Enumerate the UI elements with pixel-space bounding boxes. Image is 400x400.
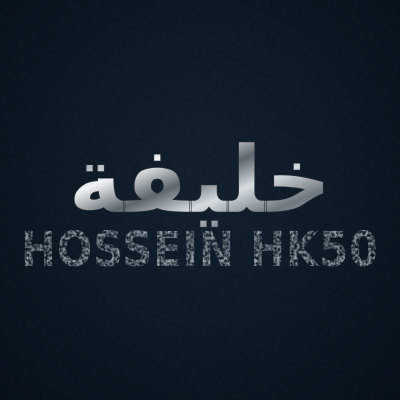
arabic-title: خليفة [68,127,332,234]
latin-name: HOSSEIN HK50 [21,222,379,278]
